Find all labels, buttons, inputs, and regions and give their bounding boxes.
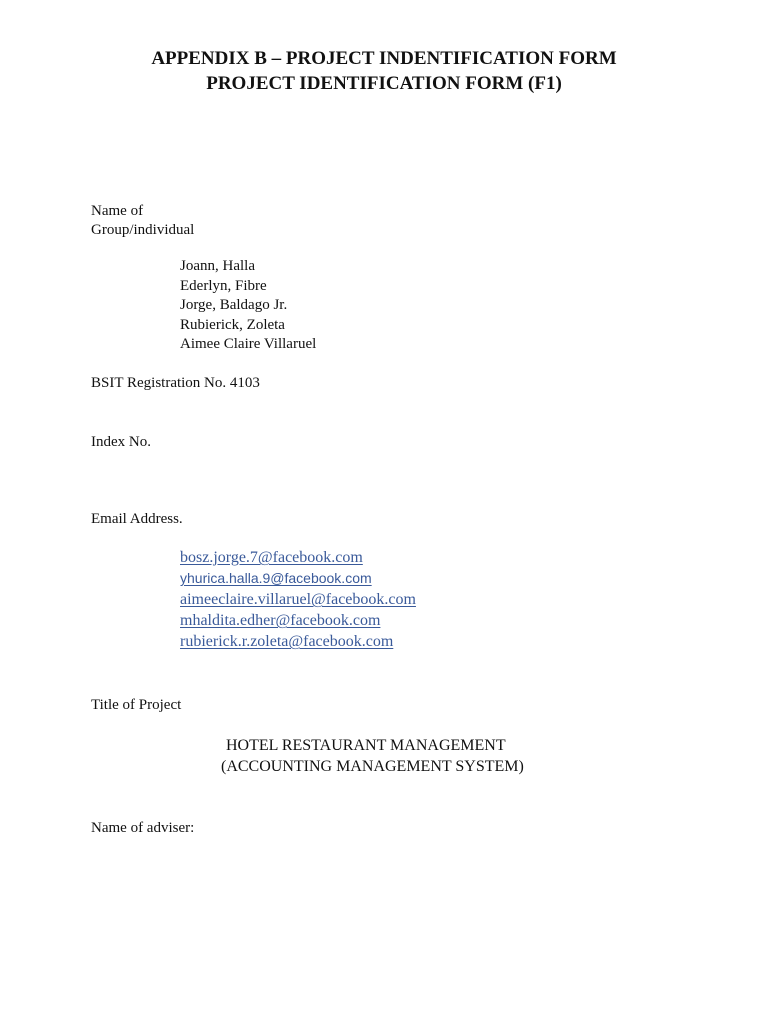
email-link[interactable]: aimeeclaire.villaruel@facebook.com [180, 591, 416, 608]
project-title-label: Title of Project [91, 697, 182, 713]
email-item [180, 568, 416, 589]
project-title-line2: (ACCOUNTING MANAGEMENT SYSTEM) [221, 758, 524, 775]
registration-number: BSIT Registration No. 4103 [91, 375, 260, 391]
group-member: Ederlyn, Fibre [180, 277, 267, 294]
email-link[interactable]: mhaldita.edher@facebook.com [180, 612, 381, 629]
index-number-label: Index No. [91, 434, 151, 450]
email-address-label: Email Address. [91, 511, 183, 527]
email-item [180, 610, 416, 631]
group-members-list [180, 257, 316, 355]
group-name-label-line1: Name of [91, 203, 144, 219]
email-item [180, 547, 416, 568]
email-item [180, 589, 416, 610]
group-name-label-line2: Group/individual [91, 222, 195, 238]
group-member: Rubierick, Zoleta [180, 316, 285, 333]
group-member: Joann, Halla [180, 258, 255, 274]
email-item [180, 631, 416, 652]
group-member: Jorge, Baldago Jr. [180, 297, 288, 314]
document-subtitle: PROJECT IDENTIFICATION FORM (F1) [206, 73, 562, 94]
project-title-line1: HOTEL RESTAURANT MANAGEMENT [226, 737, 506, 754]
email-link[interactable]: yhurica.halla.9@facebook.com [180, 570, 372, 586]
email-link[interactable]: bosz.jorge.7@facebook.com [180, 549, 363, 566]
email-list [180, 547, 416, 652]
document-title: APPENDIX B – PROJECT INDENTIFICATION FORM [151, 48, 617, 69]
email-link[interactable]: rubierick.r.zoleta@facebook.com [180, 633, 394, 650]
adviser-label: Name of adviser: [91, 820, 195, 836]
group-member: Aimee Claire Villaruel [180, 336, 317, 353]
